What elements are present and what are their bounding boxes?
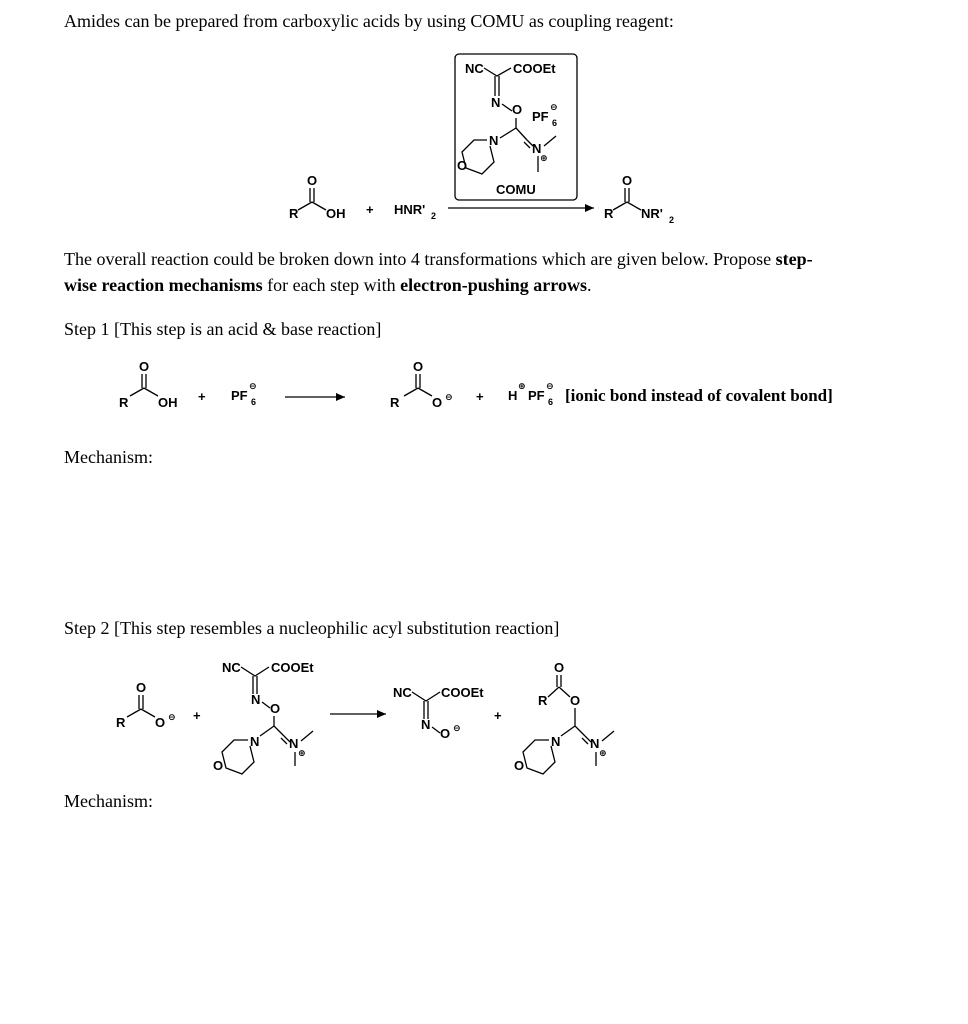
svg-text:O: O [512,102,523,117]
step2-title: Step 2 [This step resembles a nucleophilic acyl substitution reaction] [64,618,560,638]
svg-text:NC: NC [465,61,484,76]
svg-text:PF: PF [532,109,549,124]
step2-comu [213,660,314,774]
step2-active-ester [514,660,614,774]
overview-line-1: The overall reaction could be broken down into 4 transformations which are given below. Propose step- [64,249,813,269]
svg-text:N: N [590,736,600,751]
svg-text:H: H [508,388,518,403]
svg-text:NC: NC [222,660,241,675]
overview-line-2: wise reaction mechanisms for each step with electron-pushing arrows. [64,275,592,295]
svg-text:COOEt: COOEt [513,61,556,76]
svg-text:⊕: ⊕ [298,748,306,758]
svg-text:N: N [532,141,542,156]
svg-text:PF: PF [528,388,545,403]
svg-text:⊖: ⊖ [453,723,461,733]
svg-text:COOEt: COOEt [271,660,314,675]
svg-text:6: 6 [251,397,257,407]
svg-text:O: O [622,173,633,188]
svg-text:6: 6 [548,397,554,407]
step1-title: Step 1 [This step is an acid & base reaction] [64,319,382,339]
svg-text:+: + [476,389,484,404]
svg-text:O: O [432,395,443,410]
svg-text:N: N [421,717,431,732]
svg-text:R: R [604,206,614,221]
svg-text:N: N [250,734,260,749]
svg-text:⊖: ⊖ [445,392,453,402]
svg-text:O: O [514,758,525,773]
step2-mechanism-label: Mechanism: [64,791,153,811]
svg-text:O: O [413,359,424,374]
svg-text:N: N [489,133,499,148]
svg-text:O: O [440,726,451,741]
svg-text:O: O [136,680,147,695]
svg-text:R: R [116,715,126,730]
svg-text:⊕: ⊕ [599,748,607,758]
svg-text:OH: OH [158,395,178,410]
svg-text:O: O [270,701,281,716]
svg-text:6: 6 [552,118,558,128]
svg-text:[ionic bond instead of covalen: [ionic bond instead of covalent bond] [565,386,833,405]
svg-text:O: O [155,715,166,730]
svg-text:O: O [307,173,318,188]
svg-text:HNR': HNR' [394,202,426,217]
svg-text:O: O [139,359,150,374]
svg-text:NC: NC [393,685,412,700]
svg-text:R: R [119,395,129,410]
svg-text:N: N [491,95,501,110]
svg-text:O: O [570,693,581,708]
step2-carboxylate [116,680,176,730]
svg-text:⊖: ⊖ [550,102,558,112]
svg-text:COMU: COMU [496,182,536,197]
svg-text:O: O [554,660,565,675]
svg-text:+: + [494,708,502,723]
svg-text:⊖: ⊖ [249,381,257,391]
step1-mechanism-label: Mechanism: [64,447,153,467]
svg-text:⊖: ⊖ [546,381,554,391]
svg-text:2: 2 [431,211,437,221]
svg-text:O: O [213,758,224,773]
svg-text:R: R [538,693,548,708]
svg-text:2: 2 [669,215,675,225]
step2-oxime-anion [393,685,484,741]
svg-text:+: + [198,389,206,404]
svg-text:R: R [289,206,299,221]
svg-text:COOEt: COOEt [441,685,484,700]
svg-text:⊕: ⊕ [540,153,548,163]
intro-text: Amides can be prepared from carboxylic acids by using COMU as coupling reagent: [64,11,674,31]
svg-text:PF: PF [231,388,248,403]
svg-text:OH: OH [326,206,346,221]
svg-text:N: N [551,734,561,749]
svg-text:⊖: ⊖ [168,712,176,722]
svg-text:O: O [457,158,468,173]
svg-text:⊕: ⊕ [518,381,526,391]
svg-text:NR': NR' [641,206,663,221]
svg-text:N: N [251,692,261,707]
svg-text:+: + [366,202,374,217]
svg-text:+: + [193,708,201,723]
svg-text:N: N [289,736,299,751]
svg-text:R: R [390,395,400,410]
